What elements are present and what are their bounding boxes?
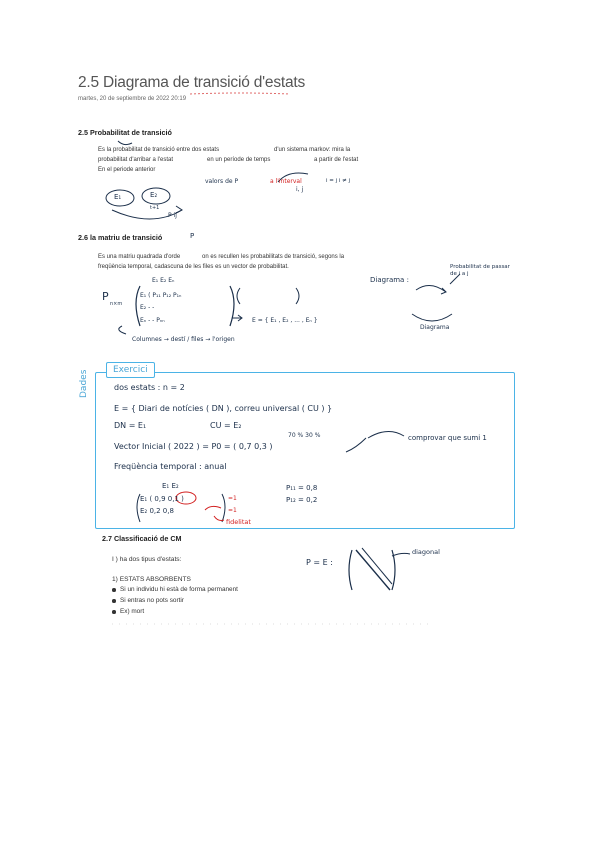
ex-line4: Vector Inicial ( 2022 ) = P0 = ( 0,7 0,3 ) (114, 442, 273, 451)
hw-columnes: Columnes → destí / files → l'origen (132, 336, 235, 343)
page-date: martes, 20 de septiembre de 2022 20:19 (78, 96, 187, 102)
hw-ij: i, j (296, 186, 304, 193)
ex-note: comprovar que sumi 1 (408, 434, 487, 442)
s26-line1: Es una matriu quadrada d'orde (98, 254, 181, 260)
hw-27-p: P = E : (306, 558, 333, 567)
s25-line1: Es la probabilitat de transició entre dos estats (98, 147, 220, 153)
s25-line3: En el periode anterior (98, 167, 156, 173)
ex-pct: 70 % 30 % (288, 432, 321, 439)
hw-prob-passar: Probabilitat de passar de i a j (450, 264, 510, 277)
ex-p11: P₁₁ = 0,8 (286, 484, 318, 492)
hw-e1: E₁ (114, 193, 122, 201)
section-heading-2-5: 2.5 Probabilitat de transició (78, 128, 172, 137)
ex-fidelitat: fidelitat (226, 518, 251, 526)
s27-bullet-list (112, 584, 238, 617)
s25-line1b: d'un sistema markov: mira la (274, 147, 351, 153)
hw-pij: P ij (168, 212, 177, 219)
hw-e2: E₂ (150, 191, 158, 199)
ex-sum1: =1 (228, 495, 237, 502)
ex-line1: dos estats : n = 2 (114, 383, 185, 392)
page-title: 2.5 Diagrama de transició d'estats (78, 74, 306, 91)
s25-line2b: en un període de temps (207, 157, 271, 163)
ex-line5: Freqüència temporal : anual (114, 462, 227, 471)
hw-matrix-p: P (102, 290, 109, 303)
exercise-tag: Exercici (106, 362, 155, 378)
hw-diagrama: Diagrama : (370, 276, 409, 284)
hw-matrix-row1: E₁ ( P₁₁ P₁₂ P₁ₙ (140, 292, 182, 299)
s27-sub: 1) ESTATS ABSORBENTS (112, 576, 191, 583)
ex-line2: E = { Diari de notícies ( DN ), correu universal ( CU ) } (114, 404, 333, 413)
s26-line2: freqüència temporal, cadascuna de les files es un vector de probabilitat. (98, 264, 289, 270)
hw-valors: valors de P (205, 178, 239, 185)
ex-line3a: DN = E₁ (114, 421, 147, 430)
list-item: Ex) mort (112, 606, 238, 617)
hw-matrix-row3: Eₙ - - Pₙₙ (140, 317, 165, 324)
hw-diagonal: diagonal (412, 548, 440, 556)
ex-m-row2: E₂ 0,2 0,8 (140, 507, 174, 515)
s25-line2: probabilitat d'arribar a l'estat (98, 157, 173, 163)
list-item: Si un individu hi està de forma permanent (112, 584, 238, 595)
ex-m-row1: E₁ ( 0,9 0,1 ) (140, 495, 184, 503)
hw-nxn: n×m (110, 301, 123, 307)
hw-matrix-cols: E₁ E₂ Eₙ (152, 277, 175, 284)
hw-matrix-row2: E₂ - - (140, 304, 155, 311)
hw-p-label: P (190, 232, 195, 240)
s27-intro: I ) ha dos tipus d'estats: (112, 556, 182, 563)
hw-cases: i = j i ≠ j (326, 178, 351, 184)
hw-diagrama2: Diagrama (420, 324, 450, 331)
ex-line3b: CU = E₂ (210, 421, 242, 430)
ex-m-cols: E₁ E₂ (162, 482, 179, 490)
dades-side-label: Dades (79, 369, 89, 398)
hw-interval: a l'interval (270, 178, 302, 185)
section-heading-2-6: 2.6 la matriu de transició (78, 233, 163, 242)
s26-line1b: on es recullen les probabilitats de transició, segons la (202, 254, 345, 260)
hw-t1: t+1 (150, 205, 160, 211)
list-item: Si entras no pots sortir (112, 595, 238, 606)
hw-set: E = { E₁ , E₂ , ... , Eₙ } (252, 317, 318, 324)
ex-sum2: =1 (228, 507, 237, 514)
ex-p12: P₁₂ = 0,2 (286, 496, 318, 504)
s25-line2c: a partir de l'estat (314, 157, 359, 163)
section-heading-2-7: 2.7 Classificació de CM (102, 534, 182, 543)
